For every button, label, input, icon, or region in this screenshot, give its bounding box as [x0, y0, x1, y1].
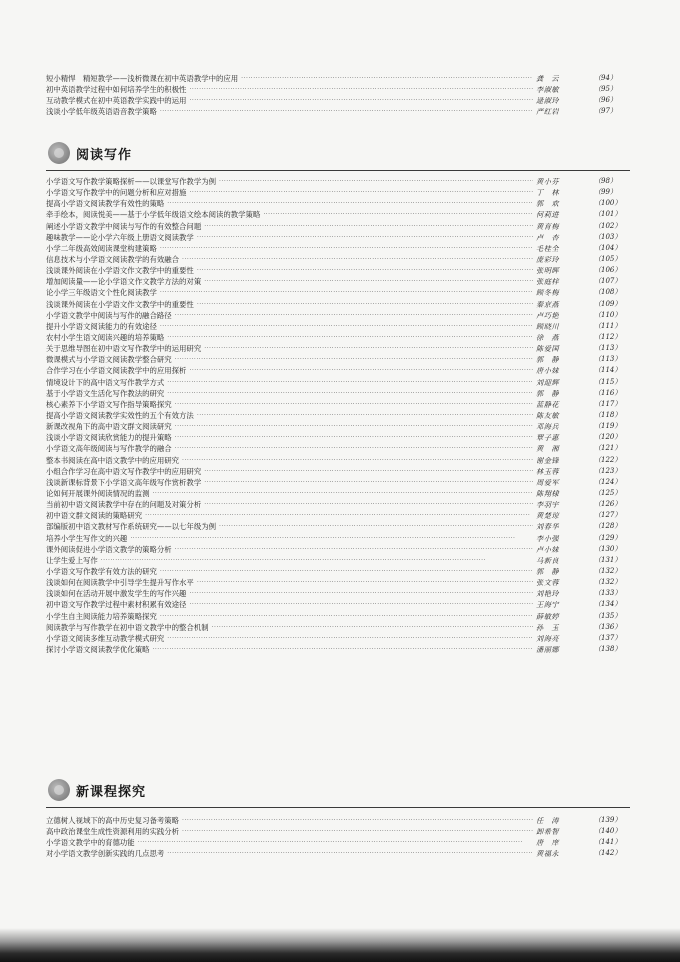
dot-leader — [175, 544, 533, 555]
toc-entry — [46, 455, 630, 466]
toc-entry — [46, 588, 630, 599]
entry-author: 李羽宇 — [536, 500, 560, 510]
entry-author: 唐 庠 — [536, 838, 560, 848]
toc-entry — [46, 95, 630, 106]
toc-entry — [46, 332, 630, 343]
entry-page-number: （105） — [594, 255, 622, 264]
entry-title: 提高小学语文阅读教学实效性的五个有效方法 — [46, 411, 194, 421]
entry-page-number: （98） — [594, 177, 617, 186]
toc-entry — [46, 633, 630, 644]
page-edge-shadow — [0, 928, 680, 962]
entry-page-number: （114） — [594, 366, 622, 375]
entry-author: 刘春华 — [536, 522, 560, 532]
entry-title: 浅谈如何在活动开展中激发学生的写作兴趣 — [46, 589, 187, 599]
entry-author: 谢金锋 — [536, 455, 560, 465]
toc-entry — [46, 321, 630, 332]
dot-leader — [101, 555, 533, 566]
toc-entry — [46, 254, 630, 265]
entry-title: 短小精悍 精短教学——浅析微课在初中英语教学中的应用 — [46, 74, 239, 84]
toc-entry — [46, 533, 630, 544]
entry-author: 黄福永 — [536, 849, 560, 859]
toc-list-reading — [46, 176, 630, 655]
entry-author: 卢小妹 — [536, 544, 560, 554]
entry-page-number: （100） — [594, 199, 622, 208]
entry-title: 立德树人视域下的高中历史复习备考策略 — [46, 816, 180, 826]
entry-page-number: （111） — [594, 321, 622, 330]
entry-page-number: （132） — [594, 566, 622, 575]
entry-title: 关于思维导图在初中语文写作教学中的运用研究 — [46, 344, 202, 354]
dot-leader — [189, 365, 533, 376]
entry-title: 小学语文教学中阅读与写作的融合路径 — [46, 310, 172, 320]
entry-title: 培养小学生写作文的兴趣 — [46, 533, 128, 543]
entry-title: 浅谈小学语文阅读欣赏能力的提升策略 — [46, 433, 172, 443]
toc-entry — [46, 499, 630, 510]
entry-page-number: （110） — [594, 310, 622, 319]
toc-entry — [46, 566, 630, 577]
entry-page-number: （121） — [594, 444, 622, 453]
dot-leader — [197, 299, 533, 310]
entry-page-number: （122） — [594, 455, 622, 464]
toc-entry — [46, 176, 630, 187]
entry-author: 龚 云 — [536, 74, 560, 84]
entry-title: 浅谈小学低年级英语语音教学策略 — [46, 107, 157, 117]
toc-entry — [46, 477, 630, 488]
toc-entry — [46, 421, 630, 432]
entry-author: 刘艳玲 — [536, 589, 560, 599]
toc-entry — [46, 388, 630, 399]
entry-author: 卸希智 — [536, 827, 560, 837]
entry-author: 毛桂全 — [536, 243, 560, 253]
toc-entry — [46, 73, 630, 84]
dot-leader — [145, 510, 533, 521]
entry-page-number: （124） — [594, 477, 622, 486]
toc-entry — [46, 221, 630, 232]
entry-title: 微课模式与小学语文阅读教学整合研究 — [46, 355, 172, 365]
entry-title: 小学语文写作教学中的问题分析和应对措施 — [46, 188, 187, 198]
entry-title: 小学语文教学中的育德功能 — [46, 838, 135, 848]
entry-page-number: （142） — [594, 849, 622, 858]
entry-title: 论小学三年级语文个性化阅读教学 — [46, 288, 157, 298]
toc-entry — [46, 287, 630, 298]
entry-author: 周爱军 — [536, 477, 560, 487]
toc-entry — [46, 343, 630, 354]
toc-entry — [46, 299, 630, 310]
entry-page-number: （106） — [594, 266, 622, 275]
entry-author: 徐 燕 — [536, 333, 560, 343]
dot-leader — [167, 198, 533, 209]
toc-entry — [46, 848, 630, 859]
entry-page-number: （129） — [594, 533, 622, 542]
entry-page-number: （108） — [594, 288, 622, 297]
entry-page-number: （141） — [594, 838, 622, 847]
dot-leader — [189, 95, 533, 106]
entry-title: 牵手绘本，阅读悦美——基于小学低年级语文绘本阅读的教学策略 — [46, 210, 261, 220]
dot-leader — [219, 521, 533, 532]
entry-title: 浅谈新课标背景下小学语文高年级写作赏析教学 — [46, 477, 202, 487]
entry-title: 小学语文高年级阅读与写作教学的融合 — [46, 444, 172, 454]
dot-leader — [189, 588, 533, 599]
toc-entry — [46, 510, 630, 521]
entry-author: 潘丽娜 — [536, 644, 560, 654]
dot-leader — [167, 848, 533, 859]
section-divider — [46, 807, 630, 808]
toc-entry — [46, 232, 630, 243]
toc-list-curriculum — [46, 815, 630, 860]
toc-entry — [46, 209, 630, 220]
dot-leader — [197, 232, 533, 243]
entry-title: 情境设计下的高中语文写作教学方式 — [46, 377, 165, 387]
toc-entry — [46, 644, 630, 655]
entry-title: 浅谈课外阅读在小学语文作文教学中的重要性 — [46, 266, 194, 276]
entry-title: 对小学语文教学创新实践的几点思考 — [46, 849, 165, 859]
entry-page-number: （116） — [594, 388, 622, 397]
toc-entry — [46, 243, 630, 254]
toc-entry — [46, 837, 630, 848]
entry-author: 黄 湘 — [536, 444, 560, 454]
entry-author: 马新良 — [536, 555, 560, 565]
dot-leader — [160, 243, 533, 254]
dot-leader — [167, 332, 533, 343]
entry-page-number: （95） — [594, 85, 617, 94]
entry-page-number: （132） — [594, 578, 622, 587]
entry-page-number: （125） — [594, 489, 622, 497]
dot-leader — [212, 622, 533, 633]
entry-title: 高中政治课堂生成性资源利用的实践分析 — [46, 827, 180, 837]
entry-page-number: （102） — [594, 221, 622, 230]
entry-page-number: （113） — [594, 355, 622, 364]
entry-author: 任 涛 — [536, 816, 560, 826]
dot-leader — [160, 106, 533, 117]
entry-title: 部编版初中语文教材写作系统研究——以七年级为例 — [46, 522, 216, 532]
toc-entry — [46, 555, 630, 566]
entry-author: 逯淑玲 — [536, 96, 560, 106]
entry-title: 阐述小学语文教学中阅读与写作的有效整合问题 — [46, 221, 202, 231]
entry-title: 小学语文写作教学策略探析——以课堂写作教学为例 — [46, 177, 216, 187]
dot-leader — [175, 432, 533, 443]
dot-leader — [189, 84, 533, 95]
entry-page-number: （130） — [594, 544, 622, 553]
entry-title: 初中英语教学过程中如何培养学生的积极性 — [46, 85, 187, 95]
entry-title: 小学生自主阅读能力培养策略探究 — [46, 611, 157, 621]
entry-page-number: （135） — [594, 611, 622, 620]
toc-entry — [46, 198, 630, 209]
entry-page-number: （97） — [594, 107, 617, 116]
dot-leader — [182, 455, 533, 466]
toc-entry — [46, 610, 630, 621]
entry-page-number: （139） — [594, 816, 622, 825]
entry-author: 李小强 — [536, 533, 560, 543]
entry-author: 郭 静 — [536, 566, 560, 576]
toc-entry — [46, 106, 630, 117]
entry-author: 张明晖 — [536, 266, 560, 276]
dot-leader — [219, 176, 533, 187]
dot-leader — [263, 209, 533, 220]
toc-entry — [46, 622, 630, 633]
entry-page-number: （140） — [594, 827, 622, 836]
toc-entry — [46, 815, 630, 826]
toc-entry — [46, 265, 630, 276]
entry-page-number: （113） — [594, 344, 622, 353]
entry-page-number: （138） — [594, 644, 622, 653]
toc-entry — [46, 466, 630, 477]
entry-page-number: （127） — [594, 511, 622, 520]
toc-entry — [46, 544, 630, 555]
section-title: 阅读写作 — [76, 147, 133, 163]
entry-page-number: （118） — [594, 411, 622, 420]
entry-title: 增加阅读量——论小学语文作文教学方法的对策 — [46, 277, 202, 287]
entry-author: 陈翔棣 — [536, 489, 560, 498]
entry-page-number: （101） — [594, 210, 622, 219]
entry-title: 提高小学语文阅读教学有效性的策略 — [46, 199, 165, 209]
entry-title: 让学生爱上写作 — [46, 555, 98, 565]
entry-title: 趣味教学——论小学六年级上册语文阅读教学 — [46, 232, 194, 242]
dot-leader — [204, 343, 533, 354]
entry-title: 初中语文写作教学过程中素材积累有效途径 — [46, 600, 187, 610]
toc-entry — [46, 354, 630, 365]
entry-page-number: （109） — [594, 299, 622, 308]
dot-leader — [167, 377, 533, 388]
entry-author: 陈爱国 — [536, 344, 560, 354]
dot-leader — [130, 533, 533, 544]
toc-entry — [46, 310, 630, 321]
toc-list-top — [46, 73, 630, 118]
entry-page-number: （115） — [594, 377, 622, 386]
entry-title: 农村小学生语文阅读兴趣的培养策略 — [46, 333, 165, 343]
entry-title: 探讨小学语文阅读教学优化策略 — [46, 644, 150, 654]
dot-leader — [175, 354, 533, 365]
entry-author: 张庭梓 — [536, 277, 560, 287]
dot-leader — [152, 644, 533, 655]
entry-author: 郭 静 — [536, 388, 560, 398]
entry-page-number: （99） — [594, 188, 617, 197]
entry-author: 张文蓉 — [536, 578, 560, 588]
dot-leader — [160, 321, 533, 332]
dot-leader — [241, 73, 533, 84]
dot-leader — [204, 499, 533, 510]
dot-leader — [175, 310, 533, 321]
entry-author: 卢 杏 — [536, 232, 560, 242]
entry-title: 提升小学语文阅读能力的有效途径 — [46, 321, 157, 331]
entry-author: 蓝静花 — [536, 399, 560, 409]
toc-entry — [46, 84, 630, 95]
entry-page-number: （119） — [594, 422, 622, 431]
dot-leader — [138, 837, 533, 848]
dot-leader — [204, 276, 533, 287]
toc-entry — [46, 521, 630, 532]
entry-author: 孙 玉 — [536, 622, 560, 632]
toc-entry — [46, 399, 630, 410]
dot-leader — [160, 287, 533, 298]
entry-author: 严红岩 — [536, 107, 560, 117]
section-badge-icon — [48, 142, 70, 164]
entry-title: 小学语文阅读多维互动教学模式研究 — [46, 633, 165, 643]
dot-leader — [175, 421, 533, 432]
entry-author: 顾晓川 — [536, 321, 560, 331]
entry-author: 丁 林 — [536, 188, 560, 198]
toc-entry — [46, 410, 630, 421]
toc-entry — [46, 443, 630, 454]
entry-page-number: （117） — [594, 399, 622, 408]
entry-title: 课外阅读促进小学语文教学的策略分析 — [46, 544, 172, 554]
toc-entry — [46, 488, 630, 499]
toc-entry — [46, 377, 630, 388]
entry-title: 浅谈如何在阅读教学中引导学生提升写作水平 — [46, 578, 194, 588]
section-title: 新课程探究 — [76, 784, 147, 800]
entry-page-number: （126） — [594, 500, 622, 509]
entry-author: 何莉进 — [536, 210, 560, 220]
entry-page-number: （134） — [594, 600, 622, 609]
dot-leader — [167, 388, 533, 399]
entry-title: 互动教学模式在初中英语教学实践中的运用 — [46, 96, 187, 106]
dot-leader — [197, 410, 533, 421]
dot-leader — [160, 611, 533, 622]
dot-leader — [175, 443, 533, 454]
entry-author: 庞彩玲 — [536, 255, 560, 265]
entry-title: 论如何开展课外阅读情况的监测 — [46, 489, 150, 498]
entry-author: 黄楚琼 — [536, 511, 560, 521]
entry-author: 顾冬梅 — [536, 288, 560, 298]
entry-title: 基于小学语文生活化写作教法的研究 — [46, 388, 165, 398]
dot-leader — [204, 466, 533, 477]
entry-author: 刘海亮 — [536, 633, 560, 643]
entry-page-number: （94） — [594, 74, 617, 83]
entry-page-number: （112） — [594, 333, 622, 342]
entry-title: 小组合作学习在高中语文写作教学中的应用研究 — [46, 466, 202, 476]
dot-leader — [204, 221, 533, 232]
toc-entry — [46, 599, 630, 610]
entry-author: 唐小妹 — [536, 366, 560, 376]
section-header-curriculum — [48, 777, 146, 803]
toc-entry — [46, 365, 630, 376]
entry-title: 阅读教学与写作教学在初中语文教学中的整合机制 — [46, 622, 209, 632]
dot-leader — [175, 399, 533, 410]
dot-leader — [189, 187, 533, 198]
section-badge-icon — [48, 779, 70, 801]
entry-author: 刘迎辉 — [536, 377, 560, 387]
toc-entry — [46, 577, 630, 588]
entry-author: 邓海兵 — [536, 422, 560, 432]
dot-leader — [182, 826, 533, 837]
entry-title: 新课改视角下的高中语文群文阅读研究 — [46, 422, 172, 432]
entry-page-number: （103） — [594, 232, 622, 241]
toc-entry — [46, 826, 630, 837]
entry-title: 浅谈课外阅读在小学语文作文教学中的重要性 — [46, 299, 194, 309]
dot-leader — [204, 477, 533, 488]
entry-author: 王海宁 — [536, 600, 560, 610]
entry-page-number: （133） — [594, 589, 622, 598]
dot-leader — [182, 254, 533, 265]
dot-leader — [197, 265, 533, 276]
entry-page-number: （123） — [594, 466, 622, 475]
entry-title: 整本书阅读在高中语文教学中的应用研究 — [46, 455, 180, 465]
entry-page-number: （131） — [594, 555, 622, 564]
dot-leader — [167, 633, 533, 644]
entry-author: 黄育梅 — [536, 221, 560, 231]
entry-author: 黄小芬 — [536, 177, 560, 187]
entry-page-number: （96） — [594, 96, 617, 105]
entry-author: 李淑敏 — [536, 85, 560, 95]
entry-title: 初中语文群文阅读的策略研究 — [46, 511, 143, 521]
entry-author: 覃子惠 — [536, 433, 560, 443]
section-divider — [46, 170, 630, 171]
toc-entry — [46, 187, 630, 198]
dot-leader — [189, 599, 533, 610]
entry-author: 卢巧艳 — [536, 310, 560, 320]
entry-author: 薛敏婷 — [536, 611, 560, 621]
entry-page-number: （104） — [594, 243, 622, 252]
entry-page-number: （107） — [594, 277, 622, 286]
entry-page-number: （136） — [594, 622, 622, 631]
entry-title: 当前初中语文阅读教学中存在的问题及对策分析 — [46, 500, 202, 510]
dot-leader — [197, 577, 533, 588]
section-header-reading — [48, 140, 132, 166]
dot-leader — [152, 488, 533, 499]
entry-page-number: （137） — [594, 633, 622, 642]
entry-page-number: （128） — [594, 522, 622, 531]
entry-author: 郭 静 — [536, 355, 560, 365]
entry-author: 郭 欢 — [536, 199, 560, 209]
dot-leader — [182, 815, 533, 826]
entry-author: 秦京燕 — [536, 299, 560, 309]
entry-page-number: （120） — [594, 433, 622, 442]
entry-title: 小学二年级高效阅读课堂构建策略 — [46, 243, 157, 253]
entry-title: 信息技术与小学语文阅读教学的有效融合 — [46, 255, 180, 265]
dot-leader — [160, 566, 533, 577]
entry-title: 核心素养下小学语文写作指导策略探究 — [46, 399, 172, 409]
entry-title: 合作学习在小学语文阅读教学中的应用探析 — [46, 366, 187, 376]
toc-entry — [46, 432, 630, 443]
toc-entry — [46, 276, 630, 287]
entry-title: 小学语文写作教学有效方法的研究 — [46, 566, 157, 576]
entry-author: 林玉蓉 — [536, 466, 560, 476]
entry-author: 陈友敏 — [536, 411, 560, 421]
